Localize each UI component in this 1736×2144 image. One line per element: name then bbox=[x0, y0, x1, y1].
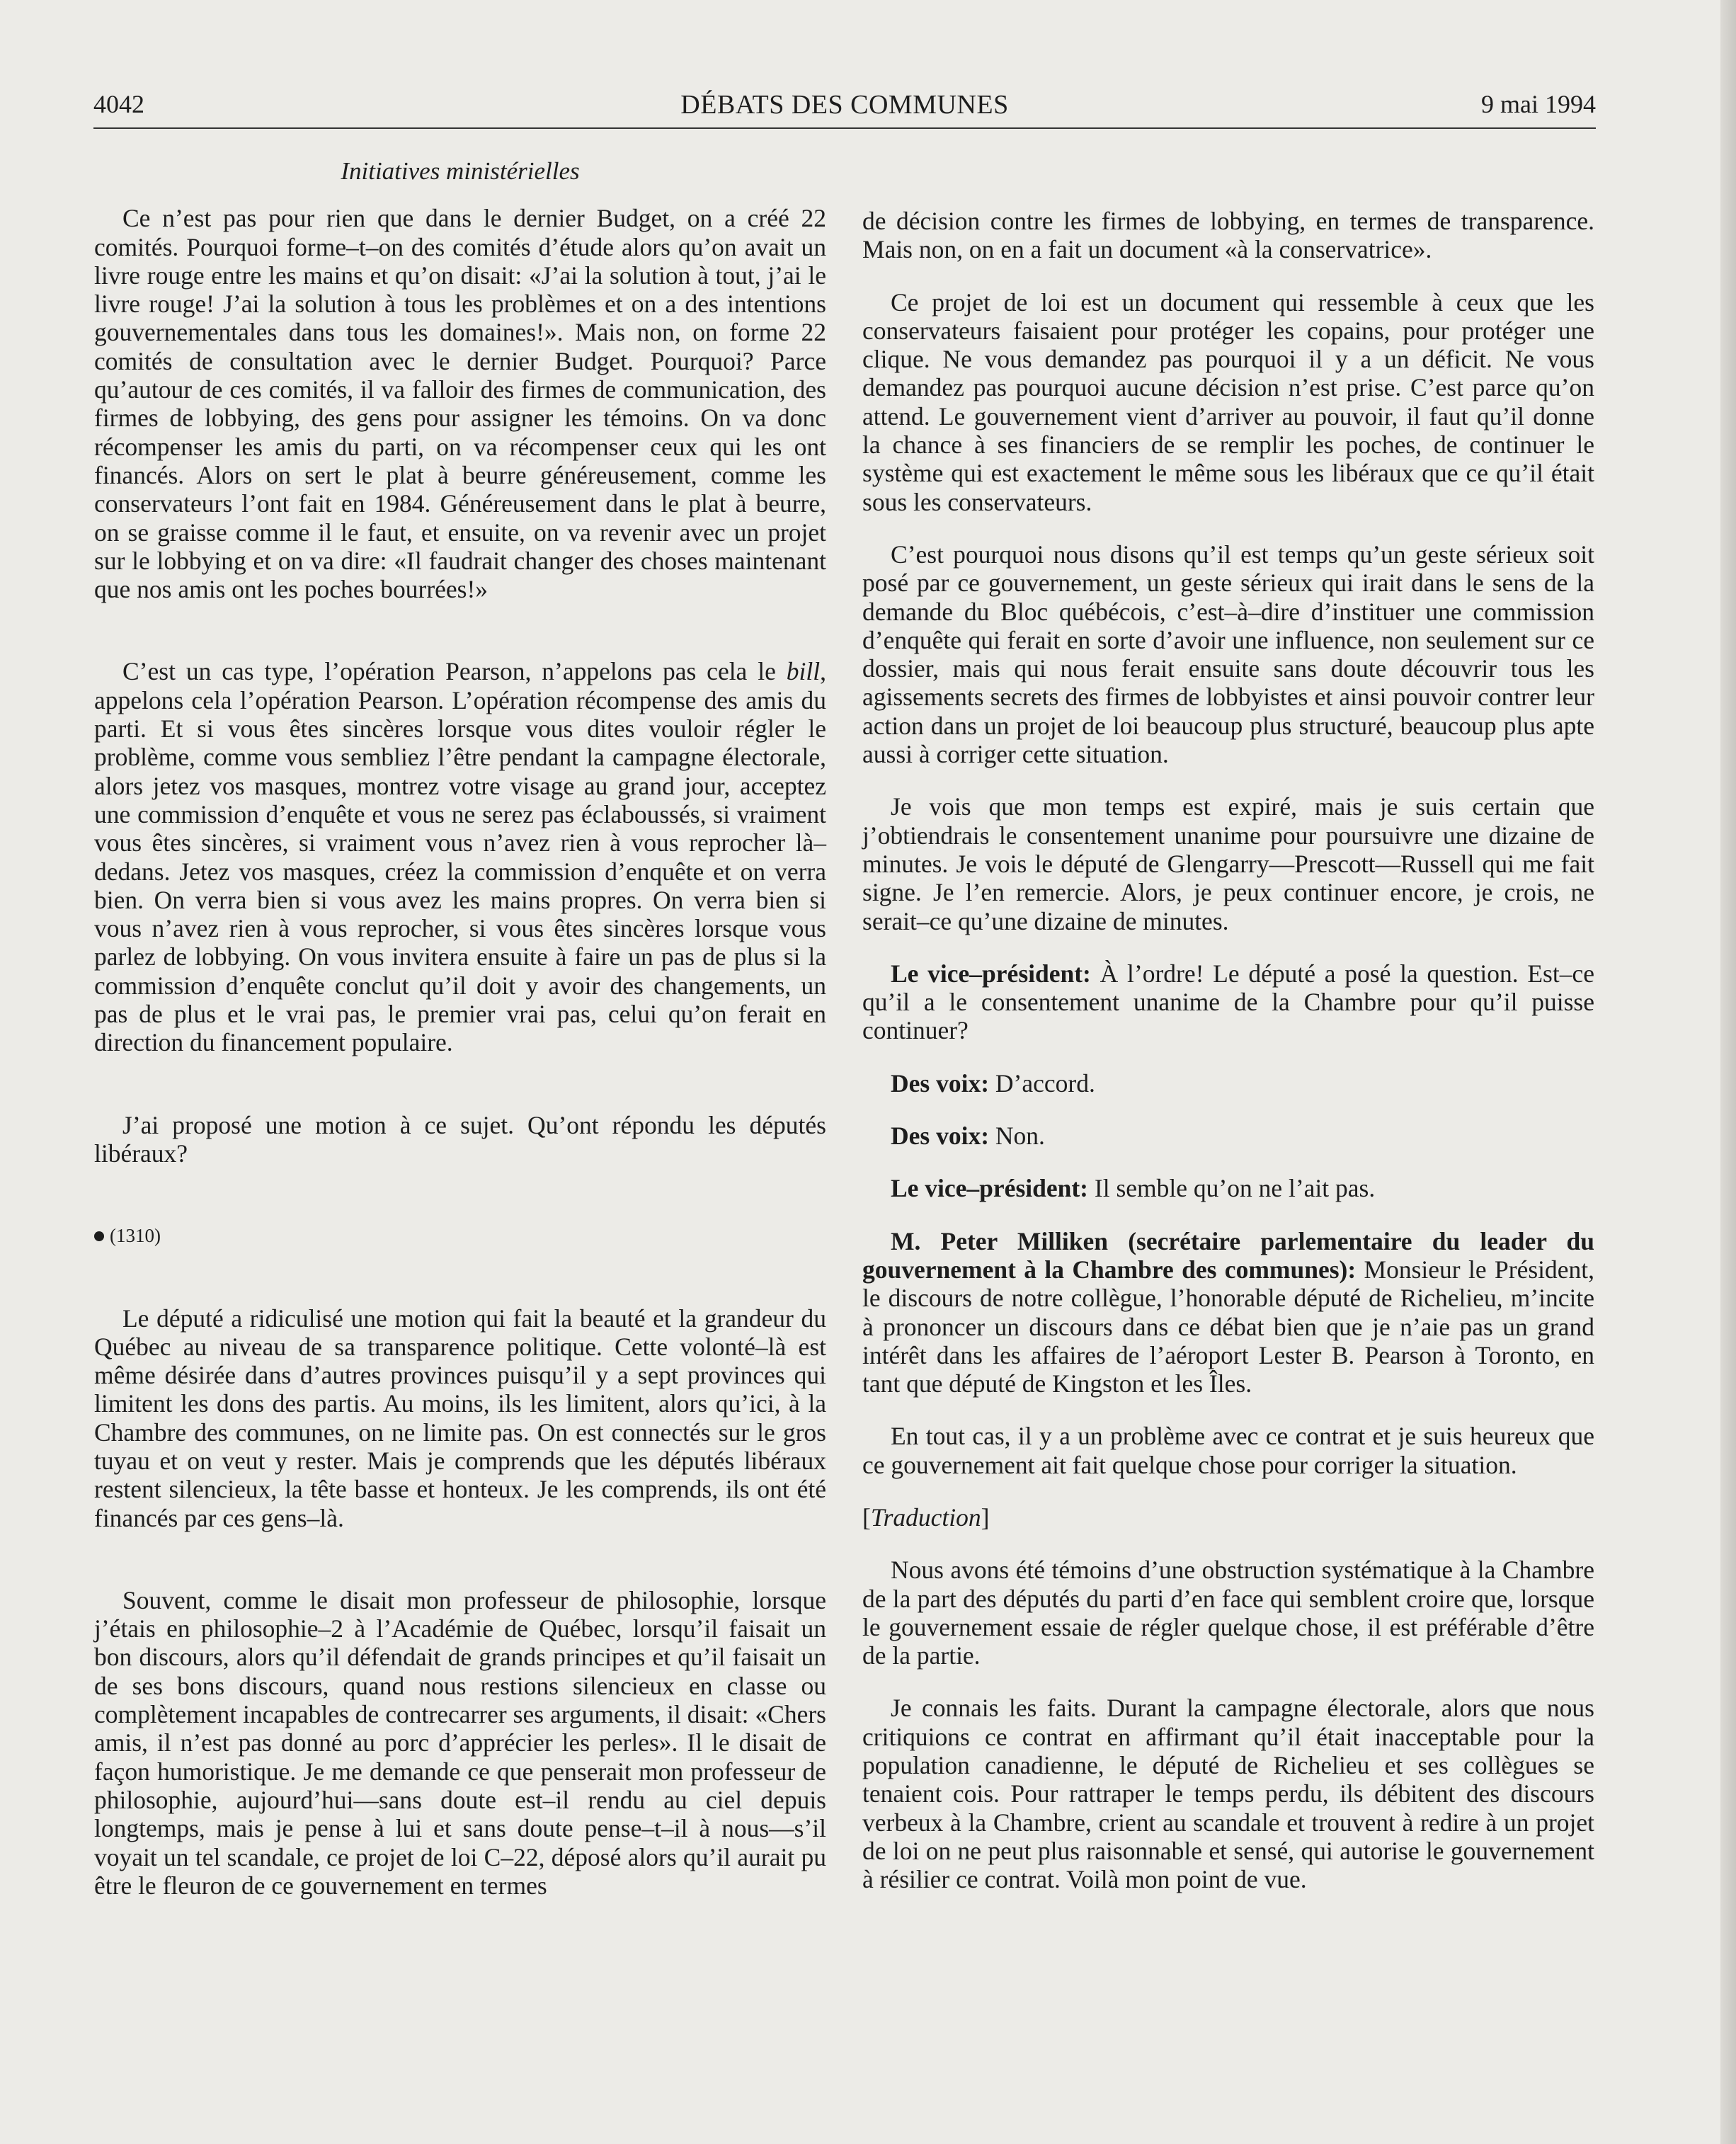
italic-term: bill bbox=[786, 657, 821, 686]
speech-text: D’accord. bbox=[989, 1068, 1095, 1097]
page-header bbox=[93, 84, 1596, 129]
paragraph bbox=[94, 657, 826, 1056]
paragraph: de décision contre les firmes de lobbying, en termes de transparence. Mais non, on en a fait un document «à la conservatrice». bbox=[862, 207, 1594, 264]
page-number: 4042 bbox=[93, 90, 144, 118]
speech-text: Il semble qu’on ne l’ait pas. bbox=[1088, 1174, 1376, 1203]
text-run: , appelons cela l’opération Pearson. L’opération récompense des amis du parti. Et si vous êtes sincères lorsque vous dites vouloir régler le problème, comme vous sembliez l’être pendant la campagne électorale, alors jetez vos masques, montrez votre visage au grand jour, acceptez une commission d’enquête et vous ne serez pas éclaboussés, si vraiment vous êtes sincères, si vraiment vous n’avez rien à vous reprocher là–dedans. Jetez vos masques, créez la commission d’enquête et on verra bien. On verra bien si vous avez les mains propres. On verra bien si vous n’avez rien à vous reprocher, si vous êtes sincères lorsque vous parlez de lobbying. On vous invitera ensuite à faire un pas de plus si la commission d’enquête conclut qu’il doit y avoir des changements, un pas de plus et le vrai pas, le premier vrai pas, celui qu’on ferait en direction du financement populaire. bbox=[94, 657, 826, 1057]
right-column bbox=[862, 207, 1594, 1918]
bracket-open: [ bbox=[862, 1502, 871, 1532]
bullet-icon bbox=[94, 1231, 104, 1241]
page-edge bbox=[1720, 0, 1736, 2144]
publication-title: DÉBATS DES COMMUNES bbox=[680, 90, 1009, 120]
speaker-paragraph bbox=[862, 959, 1594, 1045]
paragraph: Ce projet de loi est un document qui ressemble à ceux que les conservateurs faisaient pour protéger les copains, pour protéger une clique. Ne vous demandez pas pourquoi il y a un déficit. Ne vous demandez pas pourquoi aucune décision n’est prise. C’est parce qu’on attend. Le gouvernement vient d’arriver au pouvoir, il faut qu’il donne la chance à ses financiers de se remplir les poches, de continuer le système qui est exactement le même sous les libéraux que ce qu’il était sous les conservateurs. bbox=[862, 287, 1594, 516]
paragraph: J’ai proposé une motion à ce sujet. Qu’ont répondu les députés libéraux? bbox=[94, 1110, 826, 1168]
time-marker-text: (1310) bbox=[110, 1225, 161, 1247]
paragraph: Ce n’est pas pour rien que dans le dernier Budget, on a créé 22 comités. Pourquoi forme–t–on des comités d’étude alors qu’on avait un livre rouge entre les mains et qu’on disait: «J’ai la solution à tout, j’ai le livre rouge! J’ai la solution à tous les problèmes et on a des intentions gouvernementales dans tous les domaines!». Mais non, on forme 22 comités de consultation avec le dernier Budget. Pourquoi? Parce qu’autour de ces comités, il va falloir des firmes de communication, des firmes de lobbying, des gens pour assigner les témoins. On va donc récompenser les amis du parti, on va récompenser ceux qui les ont financés. Alors on sert le plat à beurre généreusement, comme les conservateurs l’ont fait en 1984. Généreusement dans le plat à beurre, on se graisse comme il le faut, et ensuite, on va revenir avec un projet sur le lobbying et on va dire: «Il faudrait changer des choses maintenant que nos amis ont les poches bourrées!» bbox=[94, 204, 826, 604]
speech-text: À l’ordre! Le député a posé la question. Est–ce qu’il a le consentement unanime de la Chambre pour qu’il puisse continuer? bbox=[862, 959, 1594, 1045]
speaker-paragraph bbox=[862, 1227, 1594, 1398]
speaker-name: Des voix: bbox=[891, 1068, 990, 1097]
paragraph: Je vois que mon temps est expiré, mais je suis certain que j’obtiendrais le consentement unanime pour poursuivre une dizaine de minutes. Je vois le député de Glengarry—Prescott—Russell qui me fait signe. Je l’en remercie. Alors, je peux continuer encore, je crois, ne serait–ce qu’une dizaine de minutes. bbox=[862, 792, 1594, 935]
speaker-paragraph bbox=[862, 1122, 1594, 1150]
speech-text: Non. bbox=[989, 1122, 1045, 1151]
paragraph: En tout cas, il y a un problème avec ce contrat et je suis heureux que ce gouvernement ait fait quelque chose pour corriger la situation. bbox=[862, 1422, 1594, 1479]
section-title: Initiatives ministérielles bbox=[341, 157, 580, 185]
paragraph: Le député a ridiculisé une motion qui fait la beauté et la grandeur du Québec au niveau de sa transparence politique. Cette volonté–là est même désirée dans d’autres provinces puisqu’il y a sept provinces qui limitent les dons des partis. Au moins, ils les limitent, alors qu’ici, à la Chambre des communes, on ne limite pas. On est connectés sur le gros tuyau et on veut y rester. Mais je comprends que les députés libéraux restent silencieux, la tête basse et honteux. Je les comprends, ils ont été financés par ces gens–là. bbox=[94, 1304, 826, 1532]
speaker-name: Le vice–président: bbox=[891, 959, 1091, 988]
bracket-close: ] bbox=[981, 1502, 990, 1532]
speaker-name: M. Peter Milliken (secrétaire parlementaire du leader du gouvernement à la Chambre des communes): bbox=[862, 1226, 1594, 1284]
paragraph: Nous avons été témoins d’une obstruction systématique à la Chambre de la part des députés du parti d’en face qui semblent croire que, lorsque le gouvernement essaie de régler quelque chose, il est préférable d’être de la partie. bbox=[862, 1556, 1594, 1670]
text-run: C’est un cas type, l’opération Pearson, n’appelons pas cela le bbox=[122, 657, 787, 686]
left-column bbox=[94, 157, 826, 1924]
speech-text: Monsieur le Président, le discours de notre collègue, l’honorable député de Richelieu, m’incite à prononcer un discours dans ce débat bien que je n’aie pas un grand intérêt dans les affaires de l’aéroport Lester B. Pearson à Toronto, en tant que député de Kingston et les Îles. bbox=[862, 1255, 1595, 1398]
paragraph: C’est pourquoi nous disons qu’il est temps qu’un geste sérieux soit posé par ce gouvernement, un geste sérieux qui irait dans le sens de la demande du Bloc québécois, c’est–à–dire d’instituer une commission d’enquête qui ferait en sorte d’avoir une influence, non seulement sur ce dossier, mais qui nous ferait ensuite sans doute découvrir tous les agissements secrets des firmes de lobbyistes et ainsi pouvoir contrer leur action dans un projet de loi beaucoup plus structuré, beaucoup plus apte aussi à corriger cette situation. bbox=[862, 540, 1594, 769]
paragraph: Je connais les faits. Durant la campagne électorale, alors que nous critiquions ce contrat en affirmant qu’il était inacceptable pour la population canadienne, le député de Richelieu et ses collègues se tenaient cois. Pour rattraper le temps perdu, ils débitent des discours verbeux à la Chambre, crient au scandale et trouvent à redire à un projet de loi on ne peut plus raisonnable et sensé, qui autorise le gouvernement à résilier ce contrat. Voilà mon point de vue. bbox=[862, 1694, 1594, 1894]
paragraph: Souvent, comme le disait mon professeur de philosophie, lorsque j’étais en philosophie–2 à l’Académie de Québec, lorsqu’il faisait un bon discours, alors qu’il défendait de grands principes et qu’il faisait un de ses bons discours, quand nous restions silencieux en classe ou complètement incapables de contrecarrer ses arguments, il disait: «Chers amis, il n’est pas donné au porc d’apprécier les perles». Il le disait de façon humoristique. Je me demande ce que penserait mon professeur de philosophie, aujourd’hui—sans doute est–il rendu au ciel depuis longtemps, mais je pense à lui et sans doute pense–t–il à nous—s’il voyait un tel scandale, ce projet de loi C–22, déposé alors qu’il aurait pu être le fleuron de ce gouvernement en termes bbox=[94, 1585, 826, 1900]
speaker-paragraph bbox=[862, 1174, 1594, 1202]
speaker-paragraph bbox=[862, 1069, 1594, 1097]
speaker-name: Le vice–président: bbox=[891, 1174, 1089, 1203]
time-marker bbox=[94, 1221, 826, 1250]
translation-label: Traduction bbox=[870, 1502, 981, 1532]
translation-note bbox=[862, 1503, 1594, 1532]
speaker-name: Des voix: bbox=[891, 1122, 990, 1151]
page-date: 9 mai 1994 bbox=[1481, 90, 1596, 118]
